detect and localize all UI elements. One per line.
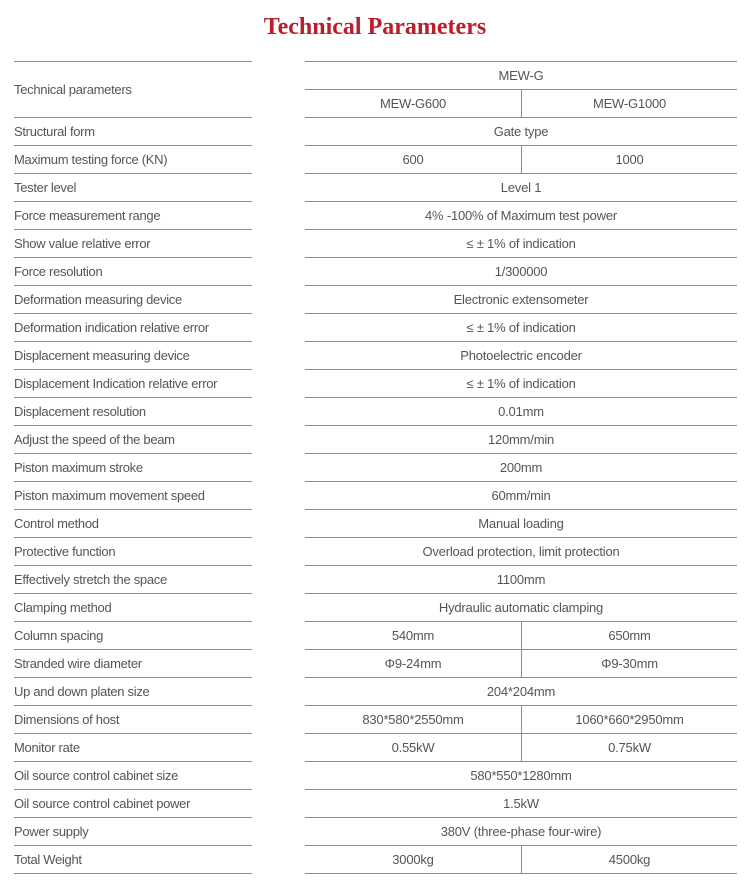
parameter-value: Manual loading: [478, 516, 564, 531]
table-row: [14, 286, 252, 314]
table-row: [14, 706, 252, 734]
parameter-label: Effectively stretch the space: [14, 572, 167, 587]
parameter-values-table: [305, 61, 737, 874]
table-row: [305, 174, 737, 202]
parameter-value: 200mm: [499, 460, 543, 475]
parameter-label: Adjust the speed of the beam: [14, 432, 175, 447]
table-row: [14, 454, 252, 482]
table-header-left: [14, 62, 252, 118]
parameter-value: ≤ ± 1% of indication: [466, 320, 576, 335]
table-row: [305, 594, 737, 622]
table-row: [305, 258, 737, 286]
parameter-value: 1/300000: [494, 264, 548, 279]
parameter-label: Displacement Indication relative error: [14, 376, 218, 391]
parameter-value: 540mm: [391, 628, 435, 643]
table-row: [14, 790, 252, 818]
table-row: [14, 258, 252, 286]
table-row: [305, 398, 737, 426]
parameter-label: Monitor rate: [14, 740, 80, 755]
table-row: [14, 174, 252, 202]
parameter-name-column: [14, 61, 252, 874]
parameter-value: 4% -100% of Maximum test power: [425, 208, 617, 223]
parameter-label: Structural form: [14, 124, 95, 139]
table-row: [305, 230, 737, 258]
parameter-value: ≤ ± 1% of indication: [466, 376, 576, 391]
parameter-value: 380V (three-phase four-wire): [440, 824, 602, 839]
parameter-value: 1100mm: [496, 572, 546, 587]
parameter-label: Force resolution: [14, 264, 103, 279]
parameter-value: 1060*660*2950mm: [521, 706, 737, 733]
parameter-label: Clamping method: [14, 600, 112, 615]
parameter-label: Deformation measuring device: [14, 292, 182, 307]
table-row: [14, 762, 252, 790]
table-row: [305, 650, 737, 678]
table-row: [305, 538, 737, 566]
parameter-value: 830*580*2550mm: [362, 712, 464, 727]
table-row: [14, 594, 252, 622]
parameter-label: Oil source control cabinet size: [14, 768, 179, 783]
parameter-value: 1000: [521, 146, 737, 173]
table-row: [305, 818, 737, 846]
model-column-header-2: MEW-G1000: [521, 90, 737, 117]
parameter-value: 204*204mm: [486, 684, 556, 699]
model-group-label: MEW-G: [498, 68, 544, 83]
parameter-label: Piston maximum movement speed: [14, 488, 205, 503]
parameter-label: Oil source control cabinet power: [14, 796, 191, 811]
parameter-label: Maximum testing force (KN): [14, 152, 168, 167]
parameter-value: 0.55kW: [391, 740, 435, 755]
table-row: [305, 146, 737, 174]
table-row: [14, 622, 252, 650]
parameter-label: Power supply: [14, 824, 89, 839]
table-row: [305, 678, 737, 706]
parameter-label: Deformation indication relative error: [14, 320, 209, 335]
table-row: [305, 762, 737, 790]
parameter-value: 0.01mm: [498, 404, 544, 419]
table-row: [305, 790, 737, 818]
model-column-header-1: MEW-G600: [379, 96, 447, 111]
model-columns-header: [305, 90, 737, 118]
parameter-value: Φ9-30mm: [521, 650, 737, 677]
table-row: [305, 734, 737, 762]
table-row: [14, 146, 252, 174]
table-row: [14, 482, 252, 510]
table-row: [14, 538, 252, 566]
parameter-label: Up and down platen size: [14, 684, 150, 699]
table-row: [14, 230, 252, 258]
table-row: [305, 622, 737, 650]
parameter-label: Stranded wire diameter: [14, 656, 142, 671]
parameter-value: Photoelectric encoder: [460, 348, 582, 363]
table-row: [305, 482, 737, 510]
parameter-value: Φ9-24mm: [384, 656, 442, 671]
table-row: [305, 454, 737, 482]
table-row: [305, 566, 737, 594]
table-row: [14, 566, 252, 594]
table-row: [305, 314, 737, 342]
table-row: [14, 342, 252, 370]
parameter-value: 0.75kW: [521, 734, 737, 761]
left-rows: [14, 118, 252, 874]
parameter-value: 4500kg: [521, 846, 737, 873]
parameter-value: Gate type: [493, 124, 549, 139]
table-row: [305, 202, 737, 230]
parameter-label: Column spacing: [14, 628, 104, 643]
table-row: [14, 314, 252, 342]
table-row: [14, 678, 252, 706]
table-row: [305, 342, 737, 370]
right-rows: [305, 118, 737, 874]
parameter-label: Protective function: [14, 544, 116, 559]
table-row: [14, 846, 252, 874]
parameter-value: ≤ ± 1% of indication: [466, 236, 576, 251]
parameter-label: Dimensions of host: [14, 712, 120, 727]
parameter-label: Tester level: [14, 180, 77, 195]
parameter-label: Total Weight: [14, 852, 82, 867]
table-row: [14, 818, 252, 846]
table-row: [14, 510, 252, 538]
table-row: [305, 846, 737, 874]
parameter-value: Hydraulic automatic clamping: [438, 600, 604, 615]
parameter-value: 120mm/min: [487, 432, 555, 447]
table-row: [305, 370, 737, 398]
parameter-label: Show value relative error: [14, 236, 151, 251]
parameter-label: Piston maximum stroke: [14, 460, 143, 475]
table-row: [14, 202, 252, 230]
page-title: Technical Parameters: [263, 14, 487, 40]
model-group-header: [305, 62, 737, 90]
parameter-label: Technical parameters: [14, 82, 132, 97]
table-row: [14, 370, 252, 398]
parameter-label: Force measurement range: [14, 208, 161, 223]
table-row: [305, 426, 737, 454]
table-row: [14, 118, 252, 146]
parameter-value: 600: [402, 152, 424, 167]
parameter-label: Control method: [14, 516, 99, 531]
parameter-value: 650mm: [521, 622, 737, 649]
parameter-value: 3000kg: [392, 852, 434, 867]
parameter-value: Overload protection, limit protection: [422, 544, 620, 559]
parameter-value: Level 1: [500, 180, 542, 195]
parameter-value: 60mm/min: [491, 488, 551, 503]
parameter-label: Displacement measuring device: [14, 348, 190, 363]
table-row: [305, 118, 737, 146]
table-row: [305, 510, 737, 538]
parameter-value: 1.5kW: [503, 796, 539, 811]
table-row: [305, 286, 737, 314]
parameter-label: Displacement resolution: [14, 404, 146, 419]
table-row: [305, 706, 737, 734]
parameter-value: 580*550*1280mm: [470, 768, 572, 783]
table-row: [14, 398, 252, 426]
parameter-value: Electronic extensometer: [453, 292, 589, 307]
table-row: [14, 426, 252, 454]
table-row: [14, 734, 252, 762]
table-row: [14, 650, 252, 678]
